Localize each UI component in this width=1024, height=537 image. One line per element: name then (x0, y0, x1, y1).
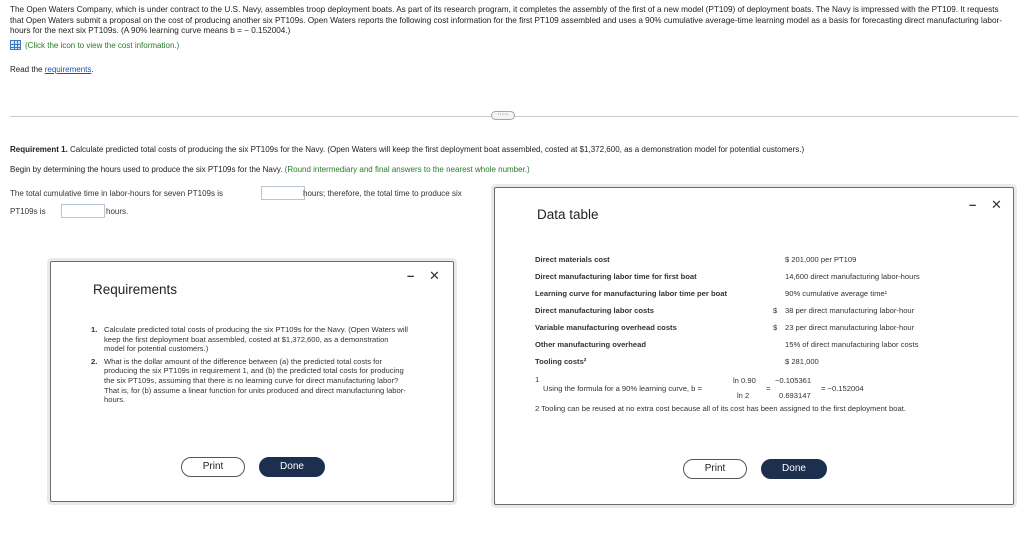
row-label: Learning curve for manufacturing labor time per boat (535, 289, 727, 298)
row-label: Variable manufacturing overhead costs (535, 323, 677, 332)
row-value: 15% of direct manufacturing labor costs (785, 340, 919, 349)
row-value: 14,600 direct manufacturing labor-hours (785, 272, 920, 281)
ln-numerator: ln 0.90 (733, 376, 756, 385)
minimize-icon[interactable]: – (407, 268, 415, 283)
requirements-title: Requirements (93, 282, 178, 297)
row-value: 23 per direct manufacturing labor-hour (785, 323, 915, 332)
row-label: Direct manufacturing labor time for first boat (535, 272, 697, 281)
row-currency: $ (773, 323, 778, 332)
footnote-2: 2 Tooling can be reused at no extra cost because all of its cost has been assigned to the first deployment boat. (535, 404, 906, 413)
six-boats-hours-input[interactable] (61, 204, 105, 218)
read-prefix: Read the (10, 65, 45, 74)
question-part-1: The total cumulative time in labor-hours for seven PT109s is (10, 189, 223, 198)
question-part-4: hours. (106, 207, 129, 216)
question-part-2: hours; therefore, the total time to produce six (303, 189, 462, 198)
read-suffix: . (91, 65, 94, 74)
row-value: 90% cumulative average time¹ (785, 289, 888, 298)
instruction (10, 165, 530, 174)
data-table-dialog (494, 187, 1014, 505)
requirements-link[interactable]: requirements (44, 65, 92, 74)
item-number: 1. (91, 325, 98, 334)
rounding-hint: (Round intermediary and final answers to the nearest whole number.) (284, 165, 530, 174)
table-grid-icon[interactable] (10, 40, 21, 50)
row-value: $ 281,000 (785, 357, 819, 366)
cumulative-hours-input[interactable] (261, 186, 305, 200)
done-button[interactable]: Done (259, 457, 325, 477)
expand-ellipsis-button[interactable]: ····· (491, 111, 515, 120)
item-number: 2. (91, 356, 98, 366)
close-icon[interactable]: ✕ (991, 197, 1002, 212)
done-button[interactable]: Done (761, 459, 827, 479)
row-value: $ 201,000 per PT109 (785, 255, 857, 264)
requirements-list (91, 325, 411, 408)
list-item (91, 357, 411, 405)
data-table-title: Data table (537, 207, 599, 222)
ln-denominator: ln 2 (737, 391, 750, 400)
row-label: Tooling costs² (535, 357, 587, 366)
row-label: Direct materials cost (535, 255, 610, 264)
requirement-1-text: Calculate predicted total costs of producing the six PT109s for the Navy. (Open Waters will keep the first deployment boat assembled, costed at $1,372,600, as a demonstration model for potential customers.) (67, 145, 805, 154)
formula-result: = −0.152004 (821, 384, 864, 393)
minimize-icon[interactable]: – (969, 197, 977, 212)
print-button[interactable]: Print (683, 459, 747, 479)
requirements-dialog (50, 261, 454, 502)
requirement-1-heading (10, 145, 804, 154)
list-item (91, 325, 411, 354)
equals-sign: = (766, 384, 771, 393)
cost-info-link-text[interactable]: (Click the icon to view the cost information.) (25, 40, 180, 50)
item-text: Calculate predicted total costs of producing the six PT109s for the Navy. (Open Waters will keep the first deployment boat assembled, costed at $1,372,600, as a demonstration model for potential customers.) (104, 325, 408, 354)
problem-intro: The Open Waters Company, which is under contract to the U.S. Navy, assembles troop deployment boats. As part of its research program, it completes the assembly of the first of a new model (PT109) of deployment boats. The Navy is impressed with the PT109. It requests that Open Waters submit a proposal on the cost of producing another six PT109s. Open Waters reports the following cost information for the first PT109 assembled and uses a 90% cumulative average-time learning model as a basis for forecasting direct manufacturing labor-hours for the next six PT109s. (A 90% learning curve means b = − 0.152004.) (10, 5, 1002, 35)
fraction-denominator: 0.693147 (779, 391, 811, 400)
footnote-text: Using the formula for a 90% learning curve, b = (543, 384, 702, 393)
row-currency: $ (773, 306, 778, 315)
fraction-numerator: −0.105361 (775, 376, 812, 385)
row-label: Direct manufacturing labor costs (535, 306, 654, 315)
cost-info-link[interactable] (10, 40, 179, 50)
read-requirements (10, 65, 94, 74)
row-label: Other manufacturing overhead (535, 340, 646, 349)
question-part-3: PT109s is (10, 207, 46, 216)
footnote-1 (535, 375, 995, 401)
print-button[interactable]: Print (181, 457, 245, 477)
footnote-mark: 1 (535, 375, 540, 384)
row-value: 38 per direct manufacturing labor-hour (785, 306, 915, 315)
item-text: What is the dollar amount of the difference between (a) the predicted total costs for producing the six PT109s in requirement 1, and (b) the predicted total costs for producing the six PT109s, assuming that there is no learning curve for direct manufacturing labor? That is, for (b) assume a linear function for units produced and direct manufacturing labor-hours. (104, 356, 406, 405)
requirement-1-label: Requirement 1. (10, 145, 68, 154)
close-icon[interactable]: ✕ (429, 268, 440, 283)
instruction-text: Begin by determining the hours used to produce the six PT109s for the Navy. (10, 165, 285, 174)
